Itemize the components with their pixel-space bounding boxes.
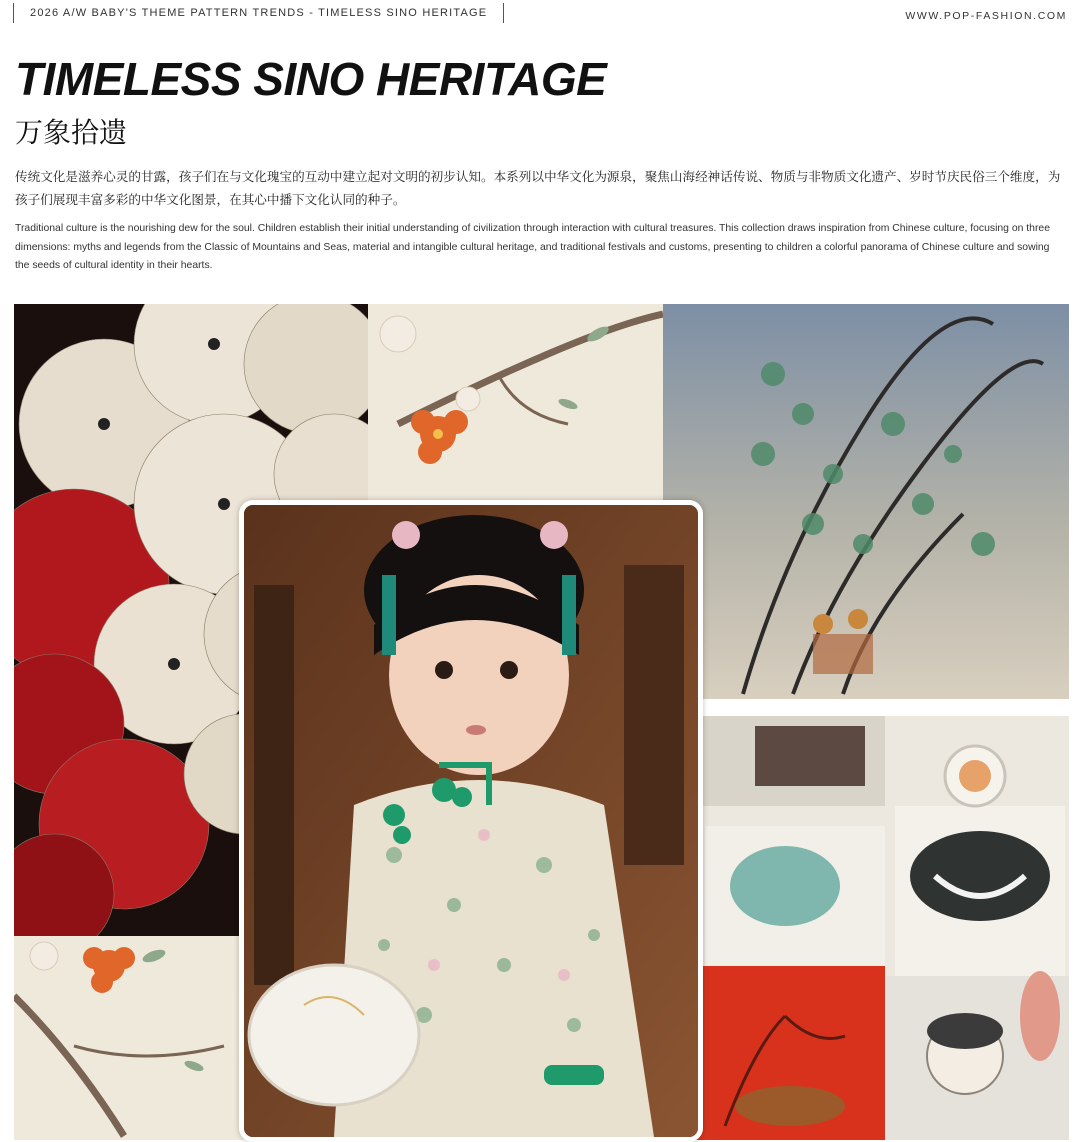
flower-branch-painting [368, 304, 663, 500]
series-label: 2026 A/W BABY'S THEME PATTERN TRENDS - TIMELESS SINO HERITAGE [13, 3, 504, 23]
page-title: TIMELESS SINO HERITAGE [15, 53, 607, 105]
english-description: Traditional culture is the nourishing dew for the soul. Children establish their initial understanding of civilization through interaction with cultural treasures. This collection draws inspiration from Chinese culture, focusing on three dimensions: myths and legends from the Classic of Mountains and Seas, material and intangible cultural heritage, and traditional festivals and customs, presenting to children a colorful panorama of Chinese culture and sowing the seeds of cultural identity in their hearts. [15, 223, 1050, 271]
myth-illustrations-photo [695, 716, 1069, 1140]
baby-portrait-photo [239, 500, 703, 1142]
mural-painting [663, 304, 1069, 699]
chinese-description: 传统文化是滋养心灵的甘露，孩子们在与文化瑰宝的互动中建立起对文明的初步认知。本系列以中华文化为源泉，聚焦山海经神话传说、物质与非物质文化遗产、岁时节庆民俗三个维度，为孩子们展现丰富多彩的中华文化图景，在其心中播下文化认同的种子。 [15, 169, 1061, 207]
top-bar [0, 0, 1080, 36]
image-collage [14, 304, 1069, 1140]
website-label: WWW.POP-FASHION.COM [905, 10, 1067, 22]
flower-branch-painting-bottom [14, 936, 244, 1140]
chinese-subtitle: 万象拾遗 [15, 116, 128, 149]
